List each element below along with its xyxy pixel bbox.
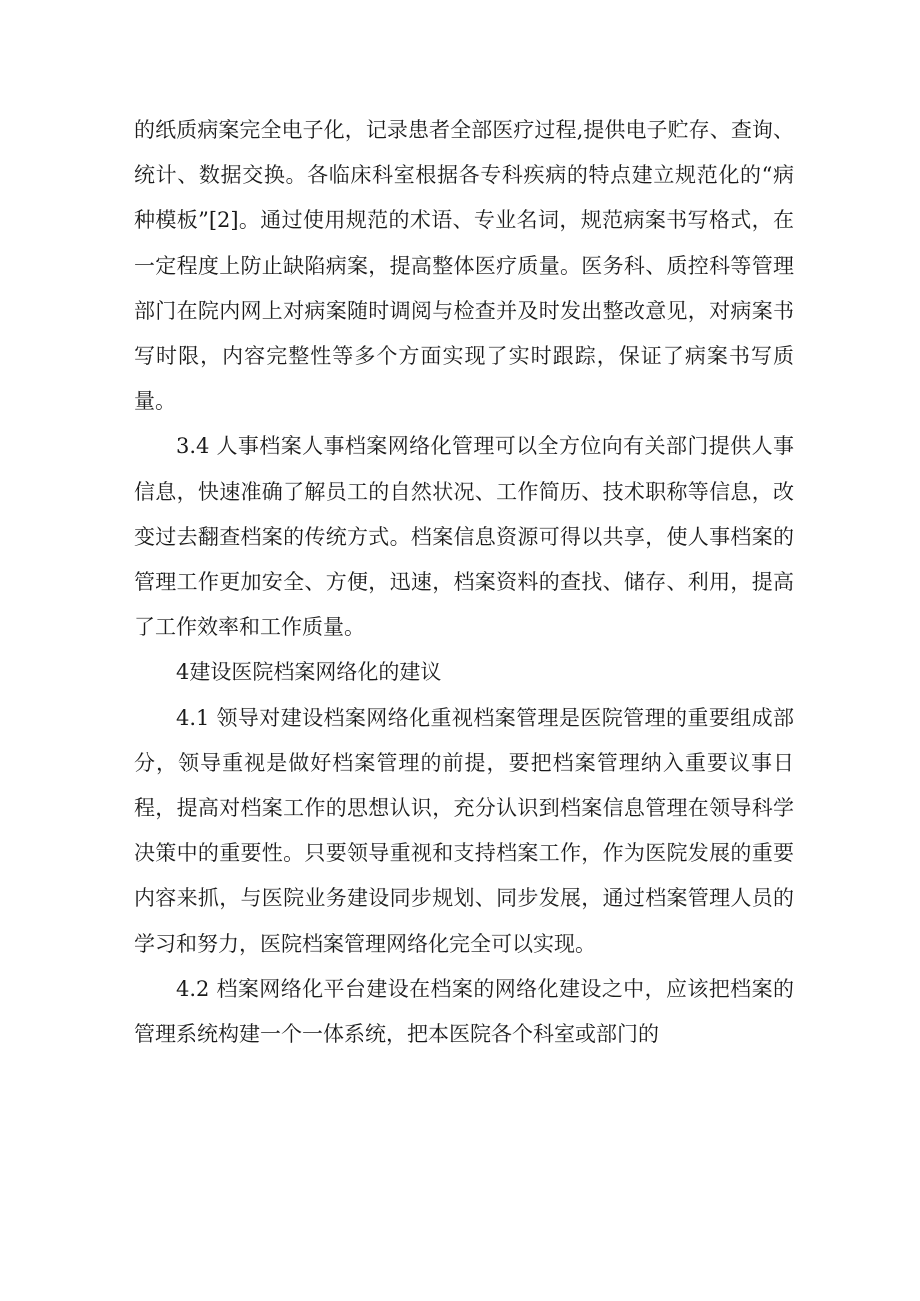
paragraph-section-4-2: 4.2 档案网络化平台建设在档案的网络化建设之中，应该把档案的管理系统构建一个一体系统，把本医院各个科室或部门的: [134, 976, 794, 1047]
paragraph-section-4-1: 4.1 领导对建设档案网络化重视档案管理是医院管理的重要组成部分，领导重视是做好档案管理的前提，要把档案管理纳入重要议事日程，提高对档案工作的思想认识，充分认识到档案信息管理在领导科学决策中的重要性。只要领导重视和支持档案工作，作为医院发展的重要内容来抓，与医院业务建设同步规划、同步发展，通过档案管理人员的学习和努力，医院档案管理网络化完全可以实现。: [134, 705, 794, 956]
paragraph-medical-records-continued: 的纸质病案完全电子化，记录患者全部医疗过程,提供电子贮存、查询、统计、数据交换。各临床科室根据各专科疾病的特点建立规范化的“病种模板”[2]。通过使用规范的术语、专业名词，规范病案书写格式，在一定程度上防止缺陷病案，提高整体医疗质量。医务科、质控科等管理部门在院内网上对病案随时调阅与检查并及时发出整改意见，对病案书写时限，内容完整性等多个方面实现了实时跟踪，保证了病案书写质量。: [134, 118, 794, 414]
section-heading-4: 4建设医院档案网络化的建议: [176, 660, 442, 685]
document-page: [134, 108, 794, 1057]
paragraph-section-3-4: 3.4 人事档案人事档案网络化管理可以全方位向有关部门提供人事信息，快速准确了解员工的自然状况、工作简历、技术职称等信息，改变过去翻查档案的传统方式。档案信息资源可得以共享，使人事档案的管理工作更加安全、方便，迅速，档案资料的查找、储存、利用，提高了工作效率和工作质量。: [134, 434, 794, 640]
